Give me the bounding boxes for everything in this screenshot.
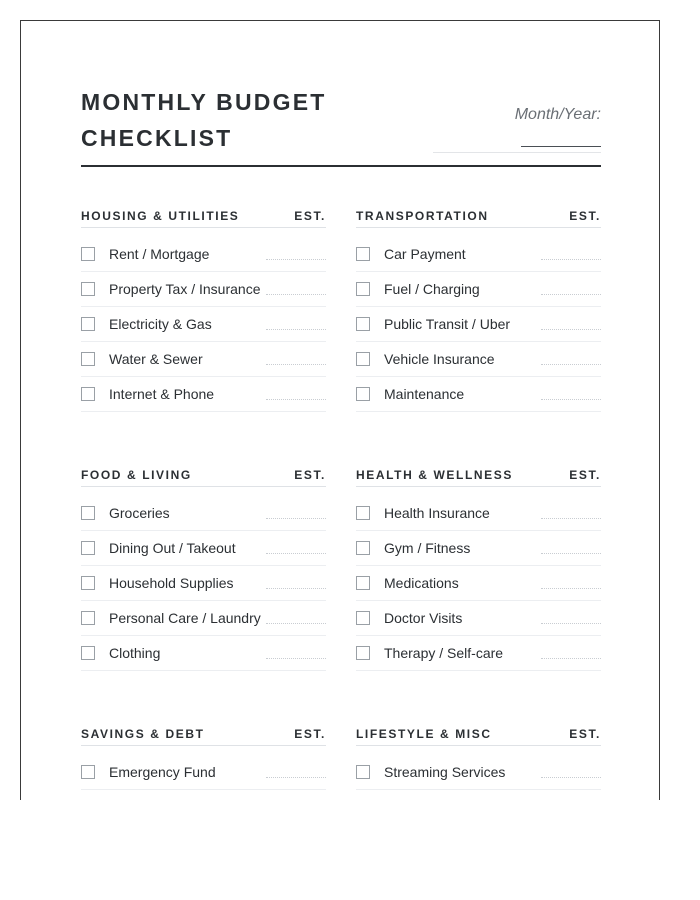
checklist-item	[356, 497, 601, 531]
month-year-guide-line	[433, 152, 601, 153]
item-label: Health Insurance	[384, 505, 490, 521]
section-savings-debt	[81, 721, 326, 800]
item-label: Gym / Fitness	[384, 540, 471, 556]
checklist-item	[81, 567, 326, 601]
section-food-living	[81, 462, 326, 672]
item-label: Emergency Fund	[109, 764, 216, 780]
est-amount-field[interactable]	[541, 329, 601, 330]
section-title: FOOD & LIVING	[81, 468, 192, 482]
item-label: Personal Care / Laundry	[109, 610, 261, 626]
item-label: Property Tax / Insurance	[109, 281, 261, 297]
section-health-wellness	[356, 462, 601, 672]
item-label: Doctor Visits	[384, 610, 463, 626]
est-amount-field[interactable]	[266, 623, 326, 624]
item-checkbox[interactable]	[81, 352, 95, 366]
item-checkbox[interactable]	[356, 247, 370, 261]
est-amount-field[interactable]	[541, 364, 601, 365]
item-label: Therapy / Self-care	[384, 645, 504, 661]
item-checkbox[interactable]	[356, 765, 370, 779]
est-column-label: EST.	[294, 727, 326, 741]
item-checkbox[interactable]	[81, 282, 95, 296]
item-label: Car Payment	[384, 246, 466, 262]
checklist-item	[356, 637, 601, 671]
item-label: Vehicle Insurance	[384, 351, 495, 367]
section-header	[356, 721, 601, 746]
est-amount-field[interactable]	[541, 553, 601, 554]
checklist-item	[81, 378, 326, 412]
est-amount-field[interactable]	[541, 658, 601, 659]
item-label: Streaming Services	[384, 764, 506, 780]
item-checkbox[interactable]	[356, 541, 370, 555]
est-amount-field[interactable]	[541, 294, 601, 295]
item-checkbox[interactable]	[81, 611, 95, 625]
item-checkbox[interactable]	[356, 611, 370, 625]
est-amount-field[interactable]	[266, 518, 326, 519]
section-title: HEALTH & WELLNESS	[356, 468, 513, 482]
item-checkbox[interactable]	[356, 352, 370, 366]
est-amount-field[interactable]	[266, 329, 326, 330]
checklist-item	[356, 532, 601, 566]
section-housing-utilities	[81, 203, 326, 413]
section-title: HOUSING & UTILITIES	[81, 209, 240, 223]
item-checkbox[interactable]	[81, 506, 95, 520]
est-amount-field[interactable]	[266, 259, 326, 260]
est-amount-field[interactable]	[541, 588, 601, 589]
item-label: Fuel / Charging	[384, 281, 480, 297]
month-year-label: Month/Year:	[514, 106, 601, 123]
checklist-item	[356, 791, 601, 800]
section-header	[356, 462, 601, 487]
est-amount-field[interactable]	[266, 553, 326, 554]
checklist-item	[81, 343, 326, 377]
item-checkbox[interactable]	[81, 576, 95, 590]
checklist-item	[81, 273, 326, 307]
est-amount-field[interactable]	[266, 364, 326, 365]
checklist-item	[356, 756, 601, 790]
est-amount-field[interactable]	[266, 588, 326, 589]
est-amount-field[interactable]	[266, 294, 326, 295]
item-label: Water & Sewer	[109, 351, 203, 367]
section-title: LIFESTYLE & MISC	[356, 727, 492, 741]
checklist-item	[356, 378, 601, 412]
checklist-item	[356, 308, 601, 342]
item-label: Groceries	[109, 505, 170, 521]
checklist-page	[20, 20, 660, 800]
checklist-item	[356, 238, 601, 272]
item-checkbox[interactable]	[81, 646, 95, 660]
page-header	[81, 81, 601, 167]
checklist-item	[356, 602, 601, 636]
est-column-label: EST.	[569, 468, 601, 482]
item-label: Electricity & Gas	[109, 316, 212, 332]
checklist-item	[81, 791, 326, 800]
item-checkbox[interactable]	[356, 576, 370, 590]
checklist-item	[81, 238, 326, 272]
est-amount-field[interactable]	[541, 259, 601, 260]
checklist-item	[81, 756, 326, 790]
item-checkbox[interactable]	[356, 506, 370, 520]
item-checkbox[interactable]	[81, 317, 95, 331]
item-checkbox[interactable]	[81, 765, 95, 779]
est-amount-field[interactable]	[541, 777, 601, 778]
est-amount-field[interactable]	[541, 623, 601, 624]
item-checkbox[interactable]	[81, 387, 95, 401]
est-amount-field[interactable]	[266, 658, 326, 659]
checklist-item	[356, 567, 601, 601]
checklist-item	[356, 273, 601, 307]
est-amount-field[interactable]	[266, 777, 326, 778]
checklist-item	[81, 602, 326, 636]
section-lifestyle-misc	[356, 721, 601, 800]
section-header	[81, 462, 326, 487]
checklist-item	[356, 343, 601, 377]
section-title: TRANSPORTATION	[356, 209, 489, 223]
item-checkbox[interactable]	[356, 387, 370, 401]
item-label: Maintenance	[384, 386, 465, 402]
est-column-label: EST.	[569, 209, 601, 223]
item-checkbox[interactable]	[356, 646, 370, 660]
item-label: Dining Out / Takeout	[109, 540, 236, 556]
est-amount-field[interactable]	[541, 399, 601, 400]
section-header	[81, 203, 326, 228]
est-column-label: EST.	[569, 727, 601, 741]
item-checkbox[interactable]	[356, 317, 370, 331]
section-header	[81, 721, 326, 746]
checklist-item	[81, 497, 326, 531]
item-checkbox[interactable]	[81, 247, 95, 261]
checklist-item	[81, 637, 326, 671]
item-label: Medications	[384, 575, 459, 591]
section-title: SAVINGS & DEBT	[81, 727, 205, 741]
est-column-label: EST.	[294, 468, 326, 482]
section-transportation	[356, 203, 601, 413]
est-column-label: EST.	[294, 209, 326, 223]
month-year-field[interactable]	[521, 146, 601, 147]
item-label: Internet & Phone	[109, 386, 215, 402]
page-title: MONTHLY BUDGET CHECKLIST	[81, 89, 327, 151]
est-amount-field[interactable]	[266, 399, 326, 400]
item-label: Rent / Mortgage	[109, 246, 210, 262]
checklist-item	[81, 532, 326, 566]
item-label: Household Supplies	[109, 575, 234, 591]
item-label: Public Transit / Uber	[384, 316, 511, 332]
item-label: Clothing	[109, 645, 161, 661]
item-checkbox[interactable]	[81, 541, 95, 555]
checklist-item	[81, 308, 326, 342]
item-checkbox[interactable]	[356, 282, 370, 296]
est-amount-field[interactable]	[541, 518, 601, 519]
section-header	[356, 203, 601, 228]
